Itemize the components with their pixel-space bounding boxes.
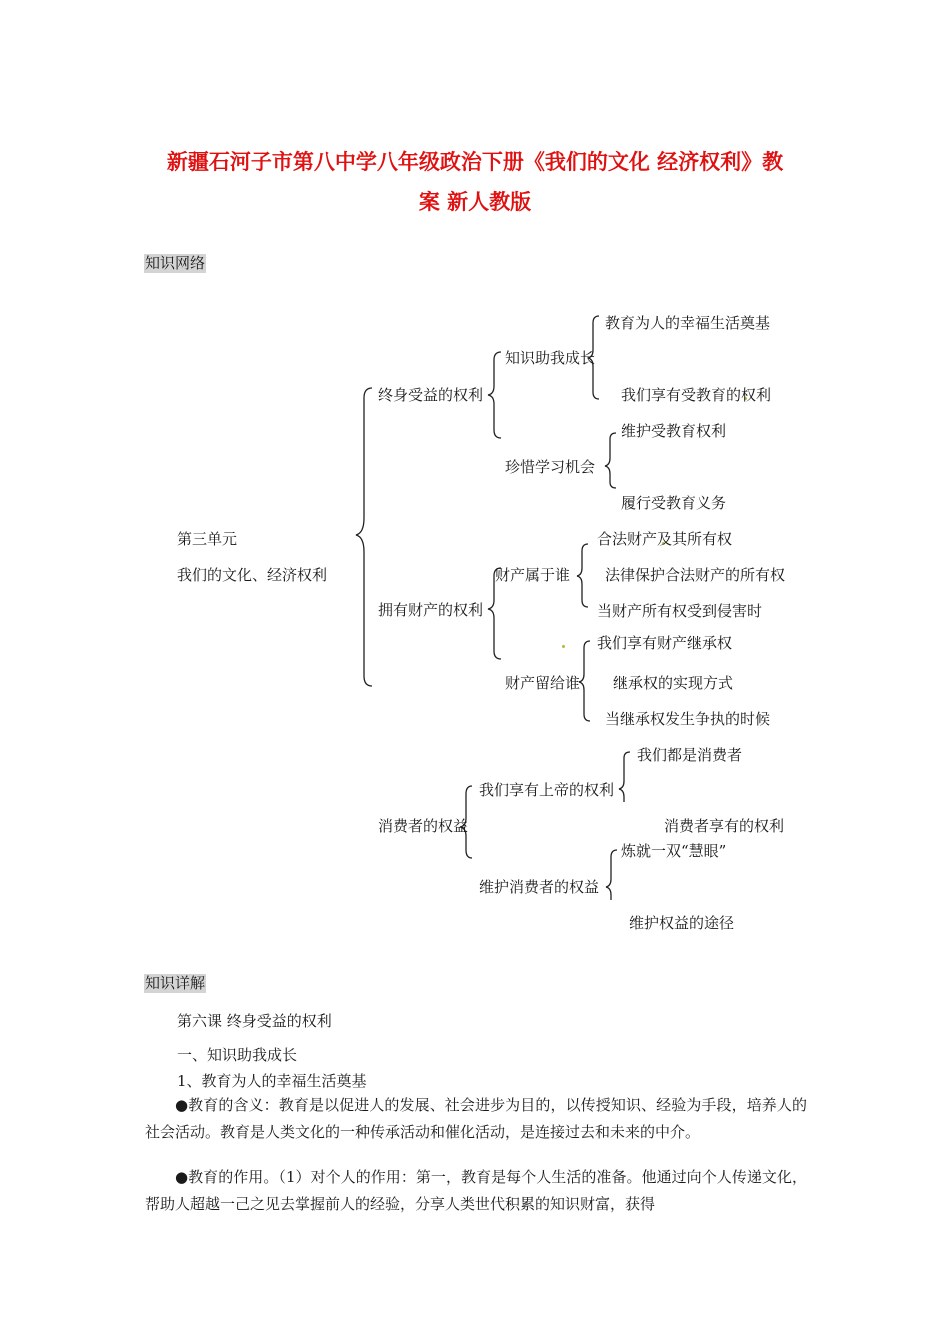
paragraph-education-role: ●教育的作用。（1）对个人的作用：第一，教育是每个人生活的准备。他通过向个人传递文化，帮助人超越一己之见去掌握前人的经验，分享人类世代积累的知识财富，获得 [145, 1168, 807, 1213]
tree-leaf: 维护受教育权利 [621, 422, 727, 440]
tree-leaf: 履行受教育义务 [621, 494, 727, 512]
tree-node-property-owner: 财产属于谁 [495, 566, 571, 584]
tree-node-property-rights: 拥有财产的权利 [378, 601, 484, 619]
tree-leaf: 合法财产及其所有权 [597, 530, 733, 548]
tree-node-consumer-god-rights: 我们享有上帝的权利 [479, 781, 615, 799]
tree-leaf: 维护权益的途径 [629, 914, 735, 932]
subheading: 一、知识助我成长 [177, 1046, 298, 1064]
section-heading-knowledge-detail: 知识详解 [145, 974, 206, 992]
tree-root-unit: 第三单元 [177, 530, 238, 548]
tree-root-title: 我们的文化、经济权利 [177, 566, 328, 584]
tree-node-lifelong-rights: 终身受益的权利 [378, 386, 484, 404]
tree-leaf: 我们享有财产继承权 [597, 634, 733, 652]
tree-node-knowledge-growth: 知识助我成长 [505, 349, 596, 367]
tree-leaf: 我们都是消费者 [637, 746, 743, 764]
document-title-line-2: 案 新人教版 [418, 190, 532, 214]
tree-leaf: 当继承权发生争执的时候 [605, 710, 771, 728]
tree-leaf: 法律保护合法财产的所有权 [605, 566, 786, 584]
tree-leaf: 炼就一双“慧眼” [621, 842, 727, 860]
tree-leaf: 消费者享有的权利 [664, 817, 785, 835]
subheading: 1、教育为人的幸福生活奠基 [177, 1072, 367, 1090]
artifact-dot [562, 645, 565, 648]
paragraph-education-meaning: ●教育的含义：教育是以促进人的发展、社会进步为目的，以传授知识、经验为手段，培养人的社会活动。教育是人类文化的一种传承活动和催化活动，是连接过去和未来的中介。 [145, 1096, 807, 1141]
tree-node-consumer-rights: 消费者的权益 [378, 817, 469, 835]
tree-leaf: 继承权的实现方式 [613, 674, 734, 692]
lesson-heading: 第六课 终身受益的权利 [177, 1012, 332, 1030]
tree-node-property-heir: 财产留给谁 [505, 674, 581, 692]
tree-leaf: 教育为人的幸福生活奠基 [605, 314, 771, 332]
section-heading-knowledge-network: 知识网络 [145, 254, 206, 272]
tree-node-cherish-study: 珍惜学习机会 [505, 458, 596, 476]
tree-node-protect-consumer: 维护消费者的权益 [479, 878, 600, 896]
document-title-line-1: 新疆石河子市第八中学八年级政治下册《我们的文化 经济权利》教 [166, 150, 784, 174]
tree-leaf: 我们享有受教育的权利 [621, 386, 772, 404]
tree-leaf: 当财产所有权受到侵害时 [597, 602, 763, 620]
